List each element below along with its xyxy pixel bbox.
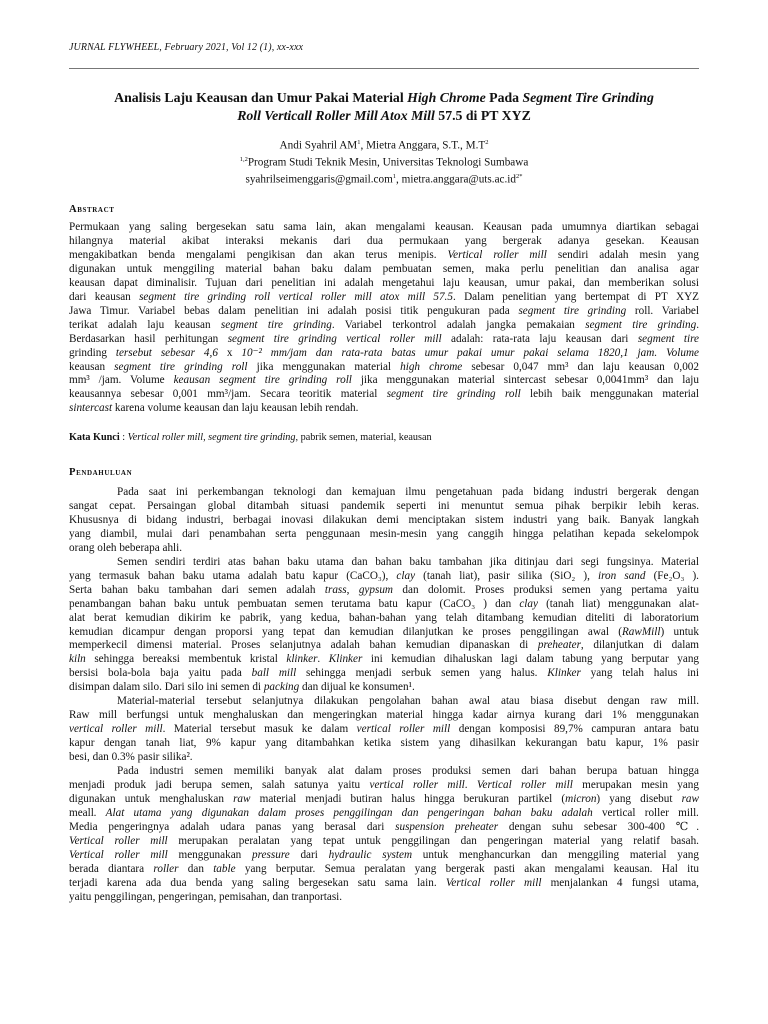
abstract-line: keausan dapat diminalisir. Tujuan dari penelitian ini adalah mengetahui laju keausan, umur pakai, dan memberikan solusi — [69, 276, 699, 289]
abstract-line: sintercast karena volume keausan dan laju keausan lebih rendah. — [69, 402, 359, 415]
title-part: Segment Tire Grinding — [522, 90, 654, 105]
intro-line: disimpan dalam silo. Dari silo ini semen di packing dan dijual ke konsumen¹. — [69, 681, 415, 694]
abstract-line: keausan segment tire grinding roll jika menggunakan material high chrome sebesar 0,047 mm³ dan laju keausan 0,002 — [69, 360, 699, 373]
abstract-heading: Abstract — [69, 204, 115, 215]
intro-line: terjadi karena ada dua benda yang saling bergesekan satu sama lain. Vertical roller mill menjalankan 4 fungsi utama, — [69, 876, 699, 889]
intro-line: kapur dengan tanah liat, 9% kapur yang ditambahkan ketika sistem yang dihasilkan kekurangan batu kapur, 1% pasir — [69, 737, 699, 750]
abstract-line: keausannya sebesar 0,001 mm³/jam. Secara teoritik material segment tire grinding roll lebih baik menggunakan material — [69, 388, 699, 401]
author-names: Andi Syahril $AM^1$, Mietra Anggara, S.T., $M.T^2$ — [279, 139, 489, 152]
abstract-line: terikat adalah laju keausan segment tire grinding. Variabel terkontrol adalah jangka pemakaian segment tire grinding. — [69, 318, 699, 331]
keywords-italic: Vertical roller mill, segment tire grinding — [127, 432, 296, 443]
abstract-line: hilangnya material akibat interaksi mekanis dari dua permukaan yang bergerak adanya gesekan. Keausan — [69, 234, 699, 247]
intro-line: Material-material tersebut selanjutnya dilakukan pengolahan bahan awal atau biasa disebut dengan raw mill. — [117, 695, 699, 708]
intro-line: Serta bahan baku tambahan dari semen adalah trass, gypsum dan dolomit. Proses produksi semen yang pertama yaitu — [69, 583, 700, 596]
title-part: Analisis Laju Keausan dan Umur Pakai Material — [114, 90, 408, 105]
intro-line: bersisi bola-bola baja yaitu pada ball mill sehingga menjadi serbuk semen yang halus. Klinker yang telah halus ini — [69, 667, 700, 680]
keywords: Kata Kunci : Vertical roller mill, segment tire grinding, pabrik semen, material, keausan — [69, 432, 432, 443]
abstract-line: mm³ /jam. Volume keausan segment tire grinding roll jika menggunakan material sintercast sebesar 0,0041mm³ dan laju — [69, 374, 699, 387]
intro-line: yang termasuk bahan baku utama adalah batu kapur (CaCO₃), clay (tanah liat), pasir silika (SiO₂ ), iron sand (Fe₂O₃ ). — [69, 569, 699, 582]
intro-line: kemudian dicampur dengan proporsi yang tepat dan kemudian dilanjutkan ke proses penggilingan awal (RawMill) untuk — [69, 625, 699, 638]
intro-body — [69, 486, 699, 905]
intro-line: Raw mill berfungsi untuk menghaluskan dan mengeringkan material hingga kadar airnya kurang dari 1% menggunakan — [69, 709, 699, 722]
intro-line: yaitu penggilingan, pengeringan, pemisahan, dan tranportasi. — [69, 890, 343, 903]
intro-line: kiln sehingga bereaksi membentuk kristal klinker. Klinker ini kemudian dihaluskan lagi dalam tabung yang berputar yang — [69, 653, 700, 666]
title-part: Roll Verticall Roller Mill Atox Mill — [237, 108, 435, 123]
intro-line: penambangan bahan baku untuk pembuatan semen terutama batu kapur (CaCO₃ ) dan clay (tanah liat) menggunakan alat- — [69, 597, 699, 610]
intro-line: menjadi produk jadi berupa semen, salah satunya yaitu vertical roller mill. Vertical roller mill merupakan mesin yang — [69, 779, 699, 792]
title-part: Pada — [485, 90, 523, 105]
abstract-line: Jawa Timur. Variabel bebas dalam penelitian ini adalah posisi titik pengukuran pada segment tire grinding roll. Variabel — [69, 304, 700, 317]
title-part: 57.5 di PT XYZ — [434, 108, 531, 123]
abstract-line: grinding tersebut sebesar 4,6 x 10⁻² mm/jam dan rata-rata batas umur pakai umur pakai selama 1820,1 jam. Volume — [69, 346, 699, 359]
intro-line: orang oleh beberapa ahli. — [69, 541, 183, 554]
intro-line: Vertical roller mill merupakan peralatan yang tepat untuk penggilingan dan pengeringan material yang relatif basah. — [69, 834, 699, 847]
author-emails: syahrilseimenggaris@gmail.com$^1$, $mietra.anggara@uts.ac.id^{2*}$ — [245, 173, 523, 187]
intro-line: sangat cepat. Persaingan global ditambah situasi pandemik seperti ini menuntut semua pihak berpikir lebih keras. — [69, 499, 699, 512]
intro-line: digunakan untuk menghaluskan raw material menjadi butiran halus hingga berukuran partikel (micron) yang disebut raw — [69, 792, 699, 805]
keywords-label: Kata Kunci — [69, 432, 120, 443]
abstract-line: digunakan untuk menggiling material bahan baku dalam pembuatan semen, maka perlu penelitian dan analisa agar — [69, 262, 699, 275]
title-part: High Chrome — [407, 90, 486, 105]
intro-line: Semen sendiri terdiri atas bahan baku utama dan bahan baku tambahan jika ditinjau dari segi fungsinya. Material — [117, 555, 699, 568]
intro-line: Khususnya di bidang industri, berbagai inovasi dilakukan demi menciptakan sistem industri yang baik. Banyak langkah — [69, 513, 699, 526]
abstract-line: dari keausan segment tire grinding roll vertical roller mill atox mill 57.5. Dalam penelitian yang bertempat di PT XYZ — [69, 290, 699, 303]
abstract-line: Permukaan yang saling bergesekan satu sama lain, akan mengalami keausan. Keausan pada umumnya diartikan sebagai — [69, 221, 699, 233]
header-rule — [69, 68, 699, 69]
keywords-rest: , pabrik semen, material, keausan — [295, 432, 432, 443]
abstract-line: Berdasarkan hasil perhitungan segment tire grinding vertical roller mill adalah: rata-rata laju keausan dari segment tire — [69, 332, 700, 345]
author-block — [60, 136, 708, 188]
intro-line: yang diambil, mulai dari penambahan serta penggunaan mesin-mesin yang canggih hingga pelatihan kepada sekelompok — [69, 527, 699, 540]
intro-line: Media pengeringnya adalah udara panas yang berasal dari suspension preheater dengan suhu sebesar 300-400 ℃. — [69, 820, 700, 833]
intro-line: Vertical roller mill menggunakan pressure dari hydraulic system untuk menghancurkan dan menggiling material yang — [69, 848, 699, 861]
abstract-line: mengakibatkan benda mengalami pengikisan dan akan terus menipis. Vertical roller mill sendiri adalah mesin yang — [69, 248, 699, 261]
intro-line: berada diantara roller dan table yang berputar. Semua peralatan yang bergerak pasti akan mengalami keausan. Hal itu — [69, 862, 699, 875]
intro-line: Pada industri semen memiliki banyak alat dalam proses produksi semen dari bahan berupa batuan hingga — [117, 765, 699, 778]
intro-heading: Pendahuluan — [69, 467, 133, 478]
intro-line: memperkecil dimensi material. Proses selanjutnya adalah bahan kemudian dipanaskan di preheater, dilanjutkan di dalam — [69, 639, 699, 652]
intro-line: meall. Alat utama yang digunakan dalam proses penggilingan dan pengeringan bahan baku adalah vertical roller mill. — [69, 806, 700, 819]
abstract-body — [69, 221, 699, 416]
intro-line: alat berat kemudian dikirim ke pabrik, yang kedua, bahan-bahan yang telah ditambang kemudian diteliti di laboratorium — [69, 611, 699, 624]
intro-line: vertical roller mill. Material tersebut masuk ke dalam vertical roller mill dengan komposisi 89,7% campuran antara batu — [69, 723, 699, 736]
journal-header: JURNAL FLYWHEEL, February 2021, Vol 12 (1), xx-xxx — [69, 42, 304, 53]
intro-line: Pada saat ini perkembangan teknologi dan kemajuan ilmu pengetahuan pada bidang industri bergerak dengan — [117, 486, 699, 498]
author-affiliation: $^{1,2}$Program Studi Teknik Mesin, Universitas Teknologi Sumbawa — [239, 156, 529, 169]
intro-line: besi, dan 0.3% pasir silika². — [69, 751, 193, 764]
paper-title — [60, 89, 708, 125]
